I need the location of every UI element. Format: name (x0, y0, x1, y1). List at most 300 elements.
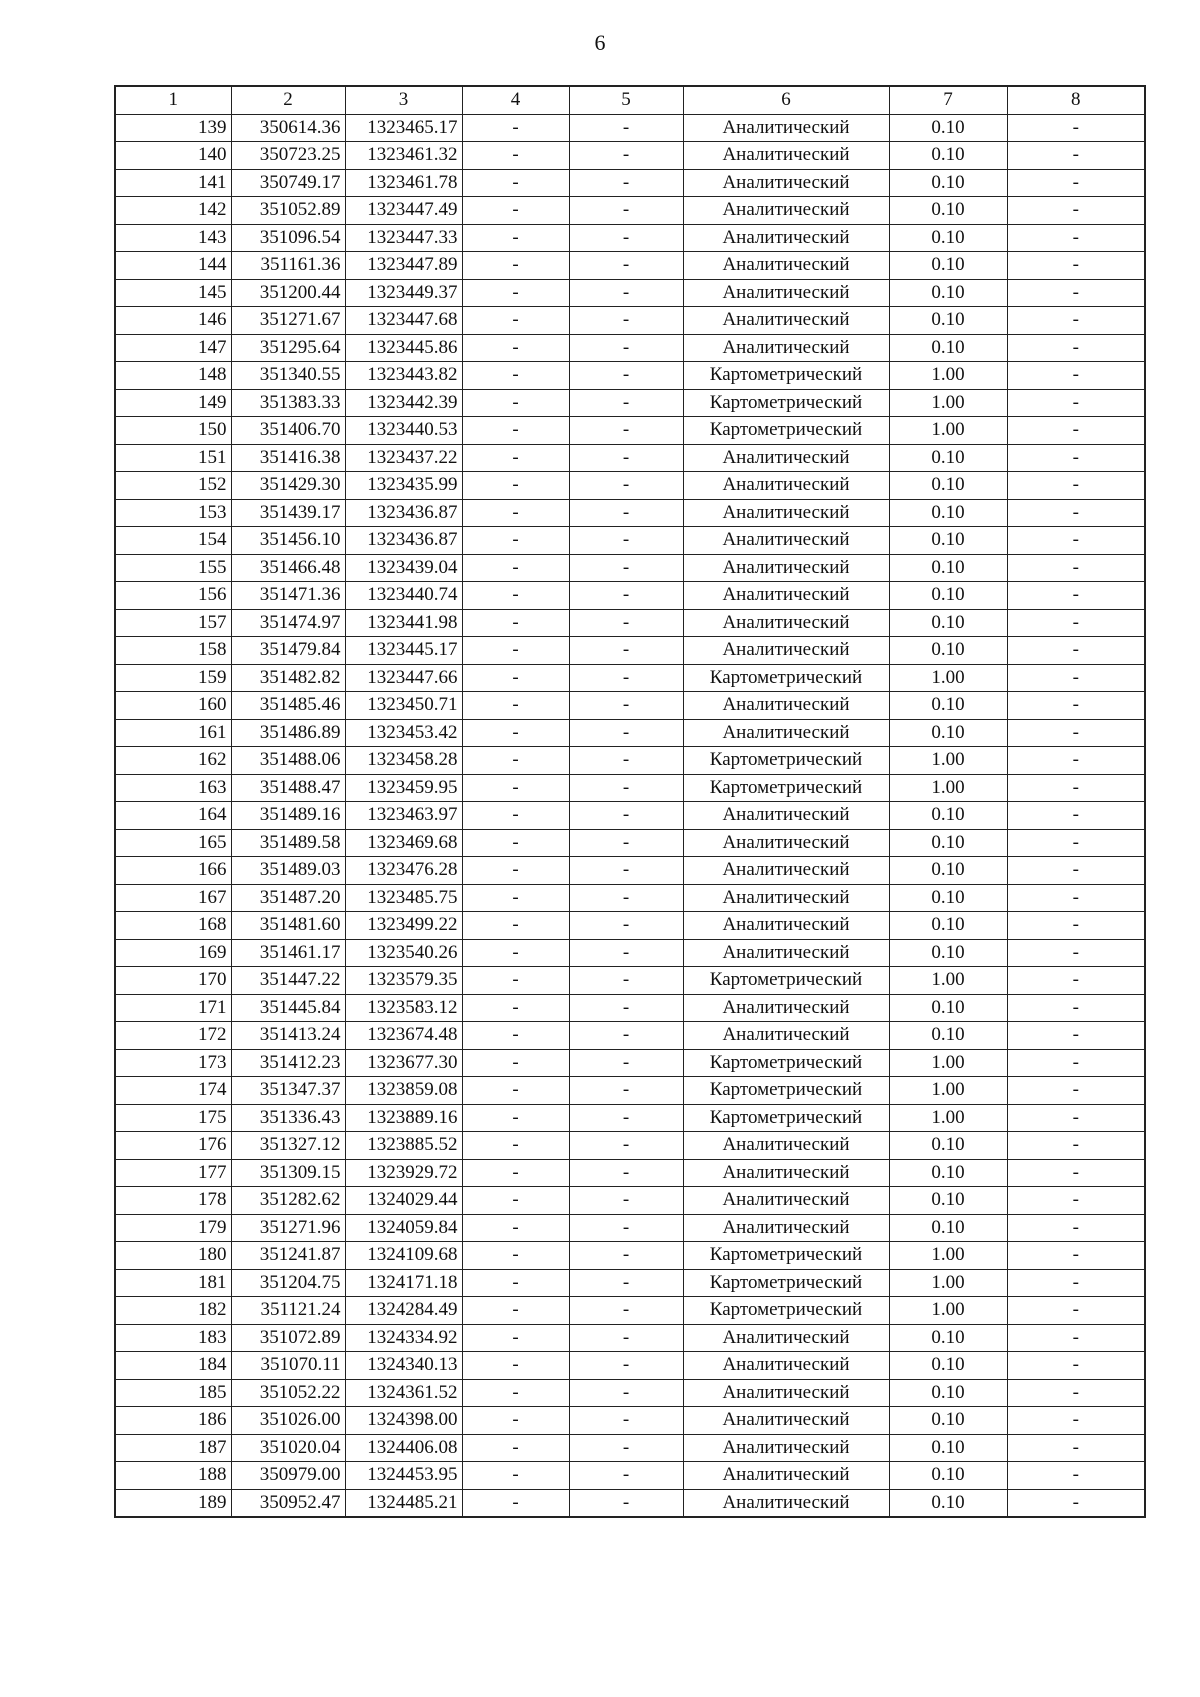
accuracy-cell: 0.10 (889, 1214, 1007, 1242)
col-8-value-cell: - (1007, 499, 1145, 527)
col-4-value-cell: - (462, 1462, 569, 1490)
point-number-cell: 152 (115, 472, 231, 500)
column-header-7: 7 (889, 86, 1007, 114)
y-coordinate-cell: 1323465.17 (345, 114, 462, 142)
y-coordinate-cell: 1323442.39 (345, 389, 462, 417)
method-cell: Картометрический (683, 1049, 889, 1077)
x-coordinate-cell: 351489.58 (231, 829, 345, 857)
col-5-value-cell: - (569, 884, 683, 912)
method-cell: Аналитический (683, 279, 889, 307)
method-cell: Аналитический (683, 142, 889, 170)
col-8-value-cell: - (1007, 1242, 1145, 1270)
col-8-value-cell: - (1007, 334, 1145, 362)
x-coordinate-cell: 351052.22 (231, 1379, 345, 1407)
col-5-value-cell: - (569, 637, 683, 665)
y-coordinate-cell: 1324284.49 (345, 1297, 462, 1325)
accuracy-cell: 1.00 (889, 1242, 1007, 1270)
y-coordinate-cell: 1323485.75 (345, 884, 462, 912)
accuracy-cell: 0.10 (889, 279, 1007, 307)
table-row (115, 912, 1145, 940)
method-cell: Картометрический (683, 747, 889, 775)
col-5-value-cell: - (569, 912, 683, 940)
table-row (115, 1187, 1145, 1215)
y-coordinate-cell: 1323447.89 (345, 252, 462, 280)
col-4-value-cell: - (462, 1049, 569, 1077)
col-8-value-cell: - (1007, 912, 1145, 940)
x-coordinate-cell: 351096.54 (231, 224, 345, 252)
table-row (115, 774, 1145, 802)
method-cell: Картометрический (683, 967, 889, 995)
table-row (115, 1022, 1145, 1050)
table-row (115, 142, 1145, 170)
point-number-cell: 150 (115, 417, 231, 445)
method-cell: Аналитический (683, 802, 889, 830)
point-number-cell: 176 (115, 1132, 231, 1160)
col-8-value-cell: - (1007, 884, 1145, 912)
method-cell: Аналитический (683, 472, 889, 500)
col-4-value-cell: - (462, 307, 569, 335)
point-number-cell: 149 (115, 389, 231, 417)
method-cell: Аналитический (683, 1214, 889, 1242)
accuracy-cell: 1.00 (889, 1297, 1007, 1325)
col-5-value-cell: - (569, 142, 683, 170)
point-number-cell: 164 (115, 802, 231, 830)
y-coordinate-cell: 1324029.44 (345, 1187, 462, 1215)
accuracy-cell: 0.10 (889, 1434, 1007, 1462)
x-coordinate-cell: 351489.16 (231, 802, 345, 830)
col-4-value-cell: - (462, 279, 569, 307)
y-coordinate-cell: 1323450.71 (345, 692, 462, 720)
method-cell: Картометрический (683, 1269, 889, 1297)
col-8-value-cell: - (1007, 802, 1145, 830)
col-5-value-cell: - (569, 1104, 683, 1132)
method-cell: Картометрический (683, 774, 889, 802)
accuracy-cell: 0.10 (889, 857, 1007, 885)
y-coordinate-cell: 1323463.97 (345, 802, 462, 830)
col-5-value-cell: - (569, 224, 683, 252)
y-coordinate-cell: 1323461.78 (345, 169, 462, 197)
col-8-value-cell: - (1007, 527, 1145, 555)
table-row (115, 1324, 1145, 1352)
table-row (115, 747, 1145, 775)
x-coordinate-cell: 351479.84 (231, 637, 345, 665)
col-5-value-cell: - (569, 609, 683, 637)
x-coordinate-cell: 351383.33 (231, 389, 345, 417)
method-cell: Аналитический (683, 994, 889, 1022)
col-8-value-cell: - (1007, 1489, 1145, 1517)
x-coordinate-cell: 350614.36 (231, 114, 345, 142)
col-4-value-cell: - (462, 389, 569, 417)
table-row (115, 444, 1145, 472)
y-coordinate-cell: 1324340.13 (345, 1352, 462, 1380)
col-8-value-cell: - (1007, 1049, 1145, 1077)
column-header-5: 5 (569, 86, 683, 114)
point-number-cell: 184 (115, 1352, 231, 1380)
method-cell: Аналитический (683, 307, 889, 335)
point-number-cell: 170 (115, 967, 231, 995)
point-number-cell: 159 (115, 664, 231, 692)
method-cell: Аналитический (683, 1462, 889, 1490)
point-number-cell: 155 (115, 554, 231, 582)
col-8-value-cell: - (1007, 224, 1145, 252)
accuracy-cell: 0.10 (889, 692, 1007, 720)
table-row (115, 857, 1145, 885)
col-5-value-cell: - (569, 1022, 683, 1050)
table-row (115, 1352, 1145, 1380)
col-5-value-cell: - (569, 1434, 683, 1462)
table-row (115, 1077, 1145, 1105)
table-row (115, 967, 1145, 995)
x-coordinate-cell: 350749.17 (231, 169, 345, 197)
column-header-4: 4 (462, 86, 569, 114)
col-5-value-cell: - (569, 197, 683, 225)
point-number-cell: 144 (115, 252, 231, 280)
col-8-value-cell: - (1007, 169, 1145, 197)
x-coordinate-cell: 351271.67 (231, 307, 345, 335)
accuracy-cell: 1.00 (889, 1077, 1007, 1105)
point-number-cell: 188 (115, 1462, 231, 1490)
col-4-value-cell: - (462, 1434, 569, 1462)
col-8-value-cell: - (1007, 1104, 1145, 1132)
col-8-value-cell: - (1007, 1434, 1145, 1462)
col-4-value-cell: - (462, 362, 569, 390)
y-coordinate-cell: 1323453.42 (345, 719, 462, 747)
col-8-value-cell: - (1007, 114, 1145, 142)
col-4-value-cell: - (462, 1159, 569, 1187)
coordinates-table (114, 85, 1146, 1518)
x-coordinate-cell: 350979.00 (231, 1462, 345, 1490)
accuracy-cell: 1.00 (889, 1049, 1007, 1077)
col-4-value-cell: - (462, 609, 569, 637)
accuracy-cell: 0.10 (889, 1489, 1007, 1517)
table-row (115, 719, 1145, 747)
x-coordinate-cell: 351327.12 (231, 1132, 345, 1160)
method-cell: Аналитический (683, 224, 889, 252)
method-cell: Аналитический (683, 554, 889, 582)
y-coordinate-cell: 1323447.68 (345, 307, 462, 335)
method-cell: Аналитический (683, 527, 889, 555)
x-coordinate-cell: 351121.24 (231, 1297, 345, 1325)
x-coordinate-cell: 351488.06 (231, 747, 345, 775)
col-4-value-cell: - (462, 719, 569, 747)
point-number-cell: 175 (115, 1104, 231, 1132)
method-cell: Аналитический (683, 692, 889, 720)
col-4-value-cell: - (462, 1297, 569, 1325)
y-coordinate-cell: 1324059.84 (345, 1214, 462, 1242)
method-cell: Аналитический (683, 1352, 889, 1380)
x-coordinate-cell: 351200.44 (231, 279, 345, 307)
method-cell: Картометрический (683, 1077, 889, 1105)
point-number-cell: 183 (115, 1324, 231, 1352)
col-8-value-cell: - (1007, 1297, 1145, 1325)
col-4-value-cell: - (462, 829, 569, 857)
col-5-value-cell: - (569, 1049, 683, 1077)
y-coordinate-cell: 1323889.16 (345, 1104, 462, 1132)
col-5-value-cell: - (569, 252, 683, 280)
y-coordinate-cell: 1323677.30 (345, 1049, 462, 1077)
accuracy-cell: 0.10 (889, 444, 1007, 472)
accuracy-cell: 0.10 (889, 1187, 1007, 1215)
accuracy-cell: 1.00 (889, 417, 1007, 445)
col-4-value-cell: - (462, 1269, 569, 1297)
x-coordinate-cell: 351406.70 (231, 417, 345, 445)
col-5-value-cell: - (569, 719, 683, 747)
point-number-cell: 185 (115, 1379, 231, 1407)
y-coordinate-cell: 1323440.74 (345, 582, 462, 610)
method-cell: Аналитический (683, 939, 889, 967)
method-cell: Аналитический (683, 609, 889, 637)
y-coordinate-cell: 1323859.08 (345, 1077, 462, 1105)
method-cell: Аналитический (683, 499, 889, 527)
col-8-value-cell: - (1007, 1462, 1145, 1490)
col-5-value-cell: - (569, 389, 683, 417)
col-5-value-cell: - (569, 1242, 683, 1270)
y-coordinate-cell: 1323443.82 (345, 362, 462, 390)
method-cell: Аналитический (683, 857, 889, 885)
col-8-value-cell: - (1007, 307, 1145, 335)
x-coordinate-cell: 350952.47 (231, 1489, 345, 1517)
point-number-cell: 161 (115, 719, 231, 747)
table-row (115, 169, 1145, 197)
accuracy-cell: 0.10 (889, 1462, 1007, 1490)
col-8-value-cell: - (1007, 417, 1145, 445)
accuracy-cell: 1.00 (889, 389, 1007, 417)
col-4-value-cell: - (462, 637, 569, 665)
col-8-value-cell: - (1007, 967, 1145, 995)
col-5-value-cell: - (569, 444, 683, 472)
col-4-value-cell: - (462, 169, 569, 197)
col-4-value-cell: - (462, 1187, 569, 1215)
x-coordinate-cell: 351471.36 (231, 582, 345, 610)
col-8-value-cell: - (1007, 664, 1145, 692)
point-number-cell: 146 (115, 307, 231, 335)
col-4-value-cell: - (462, 802, 569, 830)
x-coordinate-cell: 351485.46 (231, 692, 345, 720)
col-8-value-cell: - (1007, 197, 1145, 225)
method-cell: Аналитический (683, 719, 889, 747)
table-row (115, 197, 1145, 225)
accuracy-cell: 0.10 (889, 912, 1007, 940)
y-coordinate-cell: 1323445.17 (345, 637, 462, 665)
col-8-value-cell: - (1007, 444, 1145, 472)
col-4-value-cell: - (462, 499, 569, 527)
accuracy-cell: 0.10 (889, 197, 1007, 225)
col-8-value-cell: - (1007, 774, 1145, 802)
method-cell: Аналитический (683, 582, 889, 610)
table-row (115, 994, 1145, 1022)
col-5-value-cell: - (569, 802, 683, 830)
col-5-value-cell: - (569, 1489, 683, 1517)
col-4-value-cell: - (462, 472, 569, 500)
col-5-value-cell: - (569, 747, 683, 775)
y-coordinate-cell: 1323579.35 (345, 967, 462, 995)
col-5-value-cell: - (569, 1297, 683, 1325)
accuracy-cell: 0.10 (889, 554, 1007, 582)
col-8-value-cell: - (1007, 1187, 1145, 1215)
point-number-cell: 165 (115, 829, 231, 857)
table-row (115, 279, 1145, 307)
accuracy-cell: 1.00 (889, 1104, 1007, 1132)
table-row (115, 1214, 1145, 1242)
col-4-value-cell: - (462, 857, 569, 885)
point-number-cell: 160 (115, 692, 231, 720)
x-coordinate-cell: 351072.89 (231, 1324, 345, 1352)
y-coordinate-cell: 1323436.87 (345, 499, 462, 527)
point-number-cell: 143 (115, 224, 231, 252)
method-cell: Картометрический (683, 417, 889, 445)
table-row (115, 939, 1145, 967)
col-5-value-cell: - (569, 1187, 683, 1215)
x-coordinate-cell: 351429.30 (231, 472, 345, 500)
x-coordinate-cell: 351347.37 (231, 1077, 345, 1105)
accuracy-cell: 1.00 (889, 967, 1007, 995)
col-5-value-cell: - (569, 1214, 683, 1242)
table-row (115, 114, 1145, 142)
method-cell: Аналитический (683, 1489, 889, 1517)
point-number-cell: 182 (115, 1297, 231, 1325)
table-row (115, 802, 1145, 830)
col-8-value-cell: - (1007, 362, 1145, 390)
col-5-value-cell: - (569, 307, 683, 335)
point-number-cell: 153 (115, 499, 231, 527)
point-number-cell: 178 (115, 1187, 231, 1215)
y-coordinate-cell: 1324398.00 (345, 1407, 462, 1435)
column-header-6: 6 (683, 86, 889, 114)
col-4-value-cell: - (462, 142, 569, 170)
y-coordinate-cell: 1323674.48 (345, 1022, 462, 1050)
y-coordinate-cell: 1323540.26 (345, 939, 462, 967)
col-4-value-cell: - (462, 1022, 569, 1050)
accuracy-cell: 0.10 (889, 1407, 1007, 1435)
point-number-cell: 187 (115, 1434, 231, 1462)
table-row (115, 637, 1145, 665)
x-coordinate-cell: 351020.04 (231, 1434, 345, 1462)
table-row (115, 224, 1145, 252)
accuracy-cell: 0.10 (889, 1022, 1007, 1050)
y-coordinate-cell: 1323447.33 (345, 224, 462, 252)
accuracy-cell: 0.10 (889, 527, 1007, 555)
table-row (115, 307, 1145, 335)
accuracy-cell: 0.10 (889, 1324, 1007, 1352)
x-coordinate-cell: 351026.00 (231, 1407, 345, 1435)
method-cell: Аналитический (683, 444, 889, 472)
method-cell: Аналитический (683, 114, 889, 142)
y-coordinate-cell: 1323435.99 (345, 472, 462, 500)
col-5-value-cell: - (569, 114, 683, 142)
method-cell: Картометрический (683, 1242, 889, 1270)
col-5-value-cell: - (569, 1462, 683, 1490)
y-coordinate-cell: 1324485.21 (345, 1489, 462, 1517)
col-4-value-cell: - (462, 939, 569, 967)
accuracy-cell: 0.10 (889, 252, 1007, 280)
x-coordinate-cell: 351456.10 (231, 527, 345, 555)
table-row (115, 829, 1145, 857)
table-row (115, 362, 1145, 390)
point-number-cell: 173 (115, 1049, 231, 1077)
method-cell: Аналитический (683, 1324, 889, 1352)
method-cell: Аналитический (683, 884, 889, 912)
y-coordinate-cell: 1324171.18 (345, 1269, 462, 1297)
col-8-value-cell: - (1007, 719, 1145, 747)
table-row (115, 554, 1145, 582)
y-coordinate-cell: 1323436.87 (345, 527, 462, 555)
accuracy-cell: 0.10 (889, 609, 1007, 637)
column-header-2: 2 (231, 86, 345, 114)
col-4-value-cell: - (462, 912, 569, 940)
col-5-value-cell: - (569, 1159, 683, 1187)
col-4-value-cell: - (462, 197, 569, 225)
table-row (115, 527, 1145, 555)
col-8-value-cell: - (1007, 1352, 1145, 1380)
accuracy-cell: 0.10 (889, 224, 1007, 252)
col-4-value-cell: - (462, 527, 569, 555)
method-cell: Аналитический (683, 169, 889, 197)
y-coordinate-cell: 1323499.22 (345, 912, 462, 940)
point-number-cell: 181 (115, 1269, 231, 1297)
y-coordinate-cell: 1323458.28 (345, 747, 462, 775)
table-row (115, 609, 1145, 637)
method-cell: Аналитический (683, 1132, 889, 1160)
col-4-value-cell: - (462, 1104, 569, 1132)
point-number-cell: 141 (115, 169, 231, 197)
col-5-value-cell: - (569, 334, 683, 362)
col-8-value-cell: - (1007, 1379, 1145, 1407)
x-coordinate-cell: 351204.75 (231, 1269, 345, 1297)
col-8-value-cell: - (1007, 279, 1145, 307)
table-row (115, 1159, 1145, 1187)
point-number-cell: 147 (115, 334, 231, 362)
col-4-value-cell: - (462, 224, 569, 252)
x-coordinate-cell: 351487.20 (231, 884, 345, 912)
x-coordinate-cell: 351489.03 (231, 857, 345, 885)
col-8-value-cell: - (1007, 1159, 1145, 1187)
col-5-value-cell: - (569, 857, 683, 885)
point-number-cell: 167 (115, 884, 231, 912)
col-4-value-cell: - (462, 1352, 569, 1380)
table-row (115, 1297, 1145, 1325)
col-4-value-cell: - (462, 1407, 569, 1435)
y-coordinate-cell: 1323449.37 (345, 279, 462, 307)
x-coordinate-cell: 351412.23 (231, 1049, 345, 1077)
table-row (115, 664, 1145, 692)
table-row (115, 499, 1145, 527)
col-8-value-cell: - (1007, 939, 1145, 967)
method-cell: Аналитический (683, 197, 889, 225)
method-cell: Аналитический (683, 1187, 889, 1215)
accuracy-cell: 0.10 (889, 829, 1007, 857)
method-cell: Аналитический (683, 912, 889, 940)
col-5-value-cell: - (569, 1077, 683, 1105)
accuracy-cell: 0.10 (889, 939, 1007, 967)
x-coordinate-cell: 351070.11 (231, 1352, 345, 1380)
table-row (115, 1104, 1145, 1132)
col-4-value-cell: - (462, 1379, 569, 1407)
x-coordinate-cell: 351439.17 (231, 499, 345, 527)
col-5-value-cell: - (569, 582, 683, 610)
y-coordinate-cell: 1324109.68 (345, 1242, 462, 1270)
method-cell: Картометрический (683, 1297, 889, 1325)
accuracy-cell: 0.10 (889, 582, 1007, 610)
col-8-value-cell: - (1007, 637, 1145, 665)
col-8-value-cell: - (1007, 829, 1145, 857)
y-coordinate-cell: 1323447.49 (345, 197, 462, 225)
point-number-cell: 179 (115, 1214, 231, 1242)
col-4-value-cell: - (462, 884, 569, 912)
method-cell: Аналитический (683, 1022, 889, 1050)
point-number-cell: 163 (115, 774, 231, 802)
accuracy-cell: 0.10 (889, 114, 1007, 142)
col-8-value-cell: - (1007, 1077, 1145, 1105)
